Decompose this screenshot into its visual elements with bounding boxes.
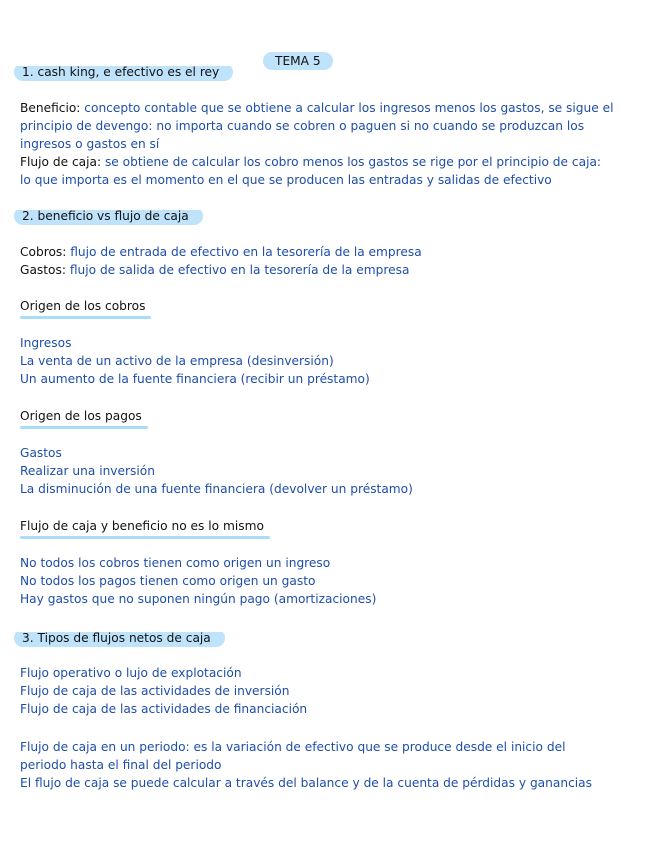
list-item: La venta de un activo de la empresa (desinversión) <box>20 354 334 368</box>
page-title: TEMA 5 <box>263 52 333 70</box>
beneficio-term: Beneficio: <box>20 101 81 115</box>
no-mismo-heading: Flujo de caja y beneficio no es lo mismo <box>20 519 264 533</box>
section-1-body <box>20 99 640 189</box>
section-2-heading: 2. beneficio vs flujo de caja <box>14 207 203 225</box>
cobros-term: Cobros: <box>20 245 67 259</box>
periodo-paragraph <box>20 738 640 792</box>
origen-cobros-list <box>20 334 640 388</box>
list-item: Flujo operativo o lujo de explotación <box>20 666 242 680</box>
flujo-def-line1: se obtiene de calcular los cobro menos los gastos se rige por el principio de caja: <box>104 155 602 169</box>
no-mismo-list <box>20 554 640 608</box>
list-item: Ingresos <box>20 336 72 350</box>
list-item: No todos los cobros tienen como origen un ingreso <box>20 556 331 570</box>
list-item: Realizar una inversión <box>20 464 155 478</box>
list-item: Flujo de caja de las actividades de financiación <box>20 702 308 716</box>
beneficio-def-line3: ingresos o gastos en sí <box>20 137 160 151</box>
origen-cobros-heading: Origen de los cobros <box>20 299 146 313</box>
list-item: Hay gastos que no suponen ningún pago (amortizaciones) <box>20 592 377 606</box>
list-item: Gastos <box>20 446 62 460</box>
origen-pagos-list <box>20 444 640 498</box>
list-item: La disminución de una fuente financiera (devolver un préstamo) <box>20 482 413 496</box>
periodo-line1: Flujo de caja en un periodo: es la variación de efectivo que se produce desde el inicio del <box>20 740 566 754</box>
flujo-def-line2: lo que importa es el momento en el que se producen las entradas y salidas de efectivo <box>20 173 552 187</box>
section-2-body <box>20 243 640 279</box>
section-1-heading: 1. cash king, e efectivo es el rey <box>14 63 233 81</box>
list-item: Flujo de caja de las actividades de inversión <box>20 684 290 698</box>
periodo-line2: periodo hasta el final del periodo <box>20 758 222 772</box>
list-item: Un aumento de la fuente financiera (recibir un préstamo) <box>20 372 370 386</box>
periodo-line3: El flujo de caja se puede calcular a través del balance y de la cuenta de pérdidas y ganancias <box>20 776 592 790</box>
beneficio-def-line1: concepto contable que se obtiene a calcular los ingresos menos los gastos, se sigue el <box>84 101 614 115</box>
flujo-term: Flujo de caja: <box>20 155 102 169</box>
gastos-def: flujo de salida de efectivo en la tesorería de la empresa <box>69 263 410 277</box>
list-item: No todos los pagos tienen como origen un gasto <box>20 574 316 588</box>
section-3-heading: 3. Tipos de flujos netos de caja <box>14 629 225 647</box>
section-3-list <box>20 664 640 718</box>
beneficio-def-line2: principio de devengo: no importa cuando se cobren o paguen si no cuando se produzcan los <box>20 119 585 133</box>
gastos-term: Gastos: <box>20 263 66 277</box>
origen-pagos-heading: Origen de los pagos <box>20 409 142 423</box>
cobros-def: flujo de entrada de efectivo en la tesorería de la empresa <box>70 245 422 259</box>
